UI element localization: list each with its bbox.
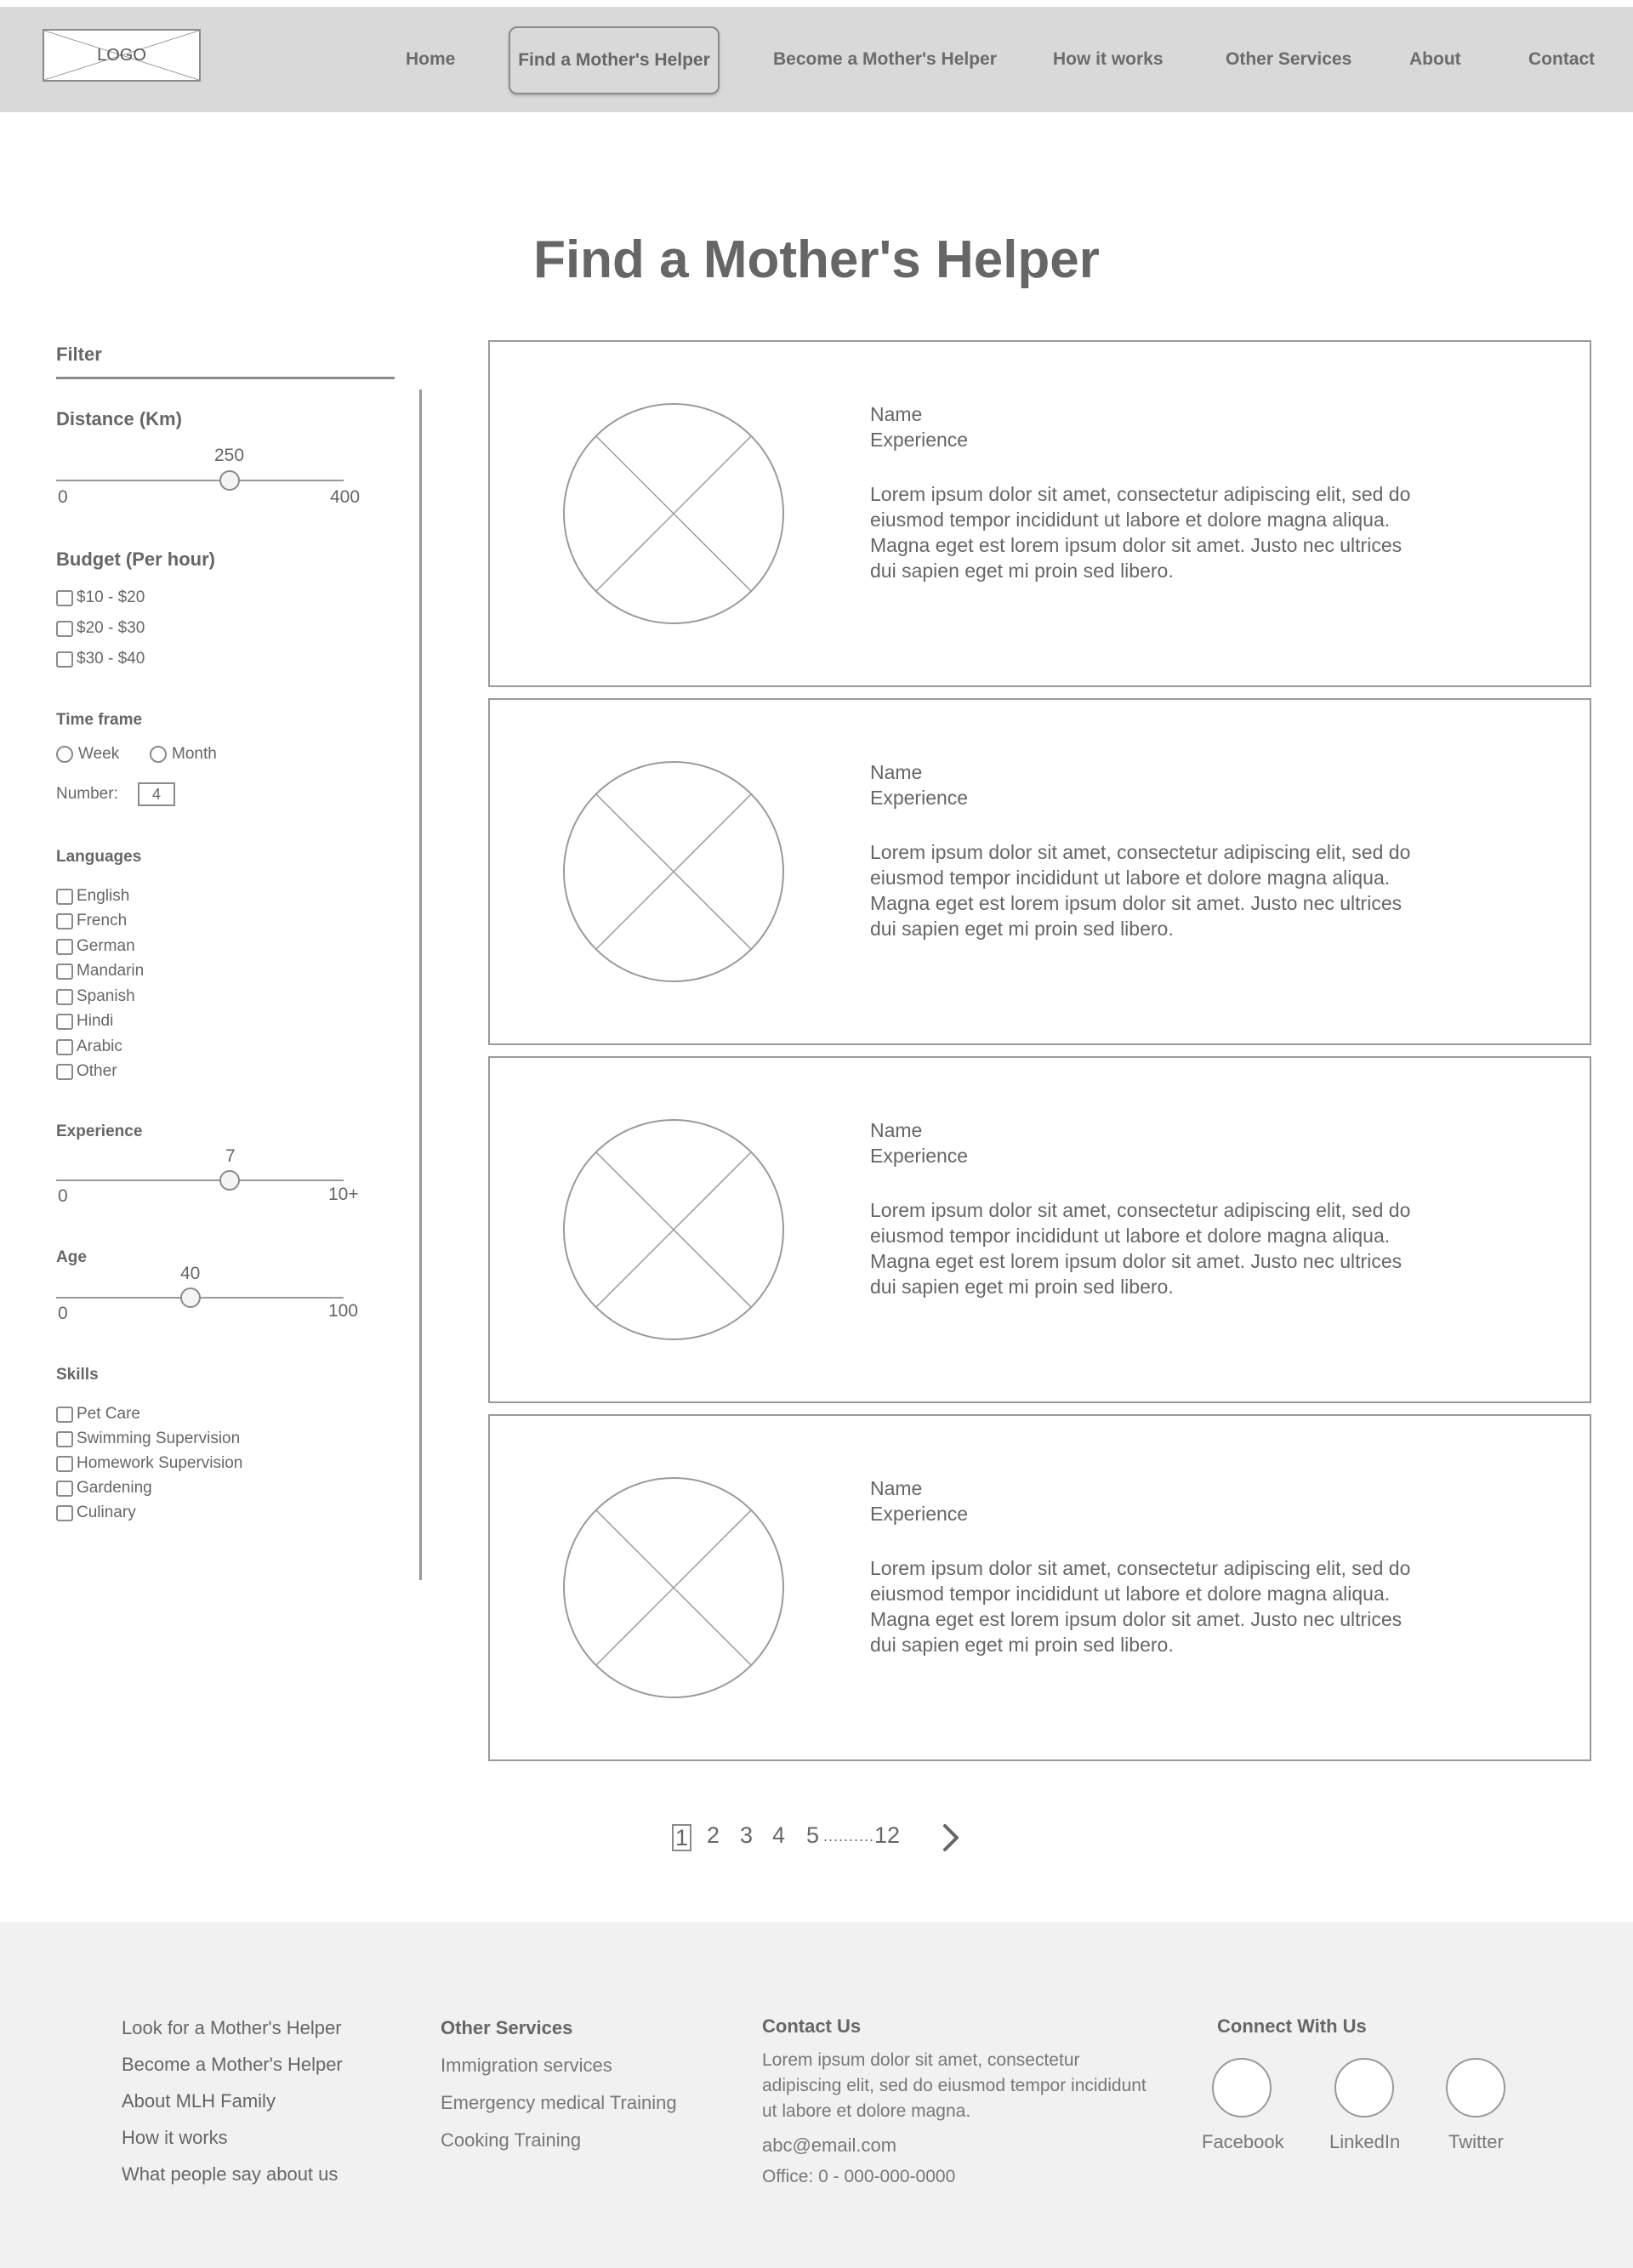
- skill-swimming-supervision[interactable]: Swimming Supervision: [56, 1430, 240, 1448]
- avatar-placeholder-icon: [561, 1117, 786, 1342]
- skills-label: Skills: [56, 1366, 99, 1384]
- sidebar-divider: [419, 389, 422, 1580]
- helper-description: Lorem ipsum dolor sit amet, consectetur adipiscing elit, sed do eiusmod tempor incididunt ut labore et dolore magna aliqua. Magna eget est lorem ipsum dolor sit amet. Justo nec ultrices dui sapien eget mi proin sed libero.: [870, 1199, 1411, 1298]
- distance-max: 400: [330, 487, 361, 507]
- helper-description: Lorem ipsum dolor sit amet, consectetur adipiscing elit, sed do eiusmod tempor incididunt ut labore et dolore magna aliqua. Magna eget est lorem ipsum dolor sit amet. Justo nec ultrices dui sapien eget mi proin sed libero.: [870, 483, 1411, 582]
- number-input[interactable]: 4: [138, 782, 175, 806]
- budget-option-30-40[interactable]: $30 - $40: [56, 650, 145, 668]
- footer-services-title: Other Services: [441, 2017, 573, 2038]
- footer-social-title: Connect With Us: [1217, 2015, 1367, 2037]
- experience-label: Experience: [56, 1123, 143, 1140]
- helper-experience: Experience: [870, 1503, 969, 1525]
- checkbox-icon[interactable]: [56, 651, 73, 668]
- checkbox-icon[interactable]: [56, 913, 73, 929]
- number-label: Number:: [56, 785, 118, 803]
- experience-slider-handle[interactable]: [219, 1170, 240, 1191]
- page-5[interactable]: 5: [806, 1822, 820, 1848]
- skill-gardening[interactable]: Gardening: [56, 1479, 152, 1498]
- age-min: 0: [58, 1304, 68, 1323]
- footer-link-testimonials[interactable]: What people say about us: [122, 2163, 339, 2185]
- checkbox-icon[interactable]: [56, 939, 73, 955]
- pagination-ellipsis: ..........: [823, 1827, 875, 1845]
- radio-icon[interactable]: [150, 746, 167, 763]
- checkbox-icon[interactable]: [56, 621, 73, 637]
- time-frame-week[interactable]: Week: [56, 745, 119, 764]
- footer-link-look-for-helper[interactable]: Look for a Mother's Helper: [122, 2017, 342, 2038]
- nav-find-helper[interactable]: Find a Mother's Helper: [509, 26, 720, 94]
- language-french[interactable]: French: [56, 912, 127, 930]
- footer-link-how-it-works[interactable]: How it works: [122, 2127, 228, 2148]
- checkbox-icon[interactable]: [56, 1456, 73, 1472]
- budget-option-10-20[interactable]: $10 - $20: [56, 588, 145, 607]
- footer-link-become-helper[interactable]: Become a Mother's Helper: [122, 2054, 343, 2075]
- checkbox-icon[interactable]: [56, 889, 73, 905]
- language-arabic[interactable]: Arabic: [56, 1037, 122, 1056]
- footer-service-immigration[interactable]: Immigration services: [441, 2055, 612, 2076]
- facebook-label[interactable]: Facebook: [1202, 2131, 1284, 2152]
- facebook-icon[interactable]: [1212, 2058, 1272, 2117]
- page-12[interactable]: 12: [874, 1822, 901, 1848]
- nav-other-services[interactable]: Other Services: [1226, 49, 1352, 69]
- checkbox-icon[interactable]: [56, 1039, 73, 1055]
- checkbox-icon[interactable]: [56, 963, 73, 980]
- skill-culinary[interactable]: Culinary: [56, 1503, 136, 1522]
- helper-description: Lorem ipsum dolor sit amet, consectetur adipiscing elit, sed do eiusmod tempor incididunt ut labore et dolore magna aliqua. Magna eget est lorem ipsum dolor sit amet. Justo nec ultrices dui sapien eget mi proin sed libero.: [870, 1557, 1411, 1656]
- footer-service-cooking[interactable]: Cooking Training: [441, 2129, 582, 2151]
- avatar-placeholder-icon: [561, 401, 786, 626]
- skill-pet-care[interactable]: Pet Care: [56, 1405, 140, 1424]
- age-value: 40: [180, 1264, 201, 1283]
- language-hindi[interactable]: Hindi: [56, 1012, 113, 1031]
- languages-label: Languages: [56, 848, 142, 866]
- footer-contact-email[interactable]: abc@email.com: [762, 2134, 897, 2156]
- linkedin-icon[interactable]: [1334, 2058, 1394, 2117]
- experience-value: 7: [225, 1146, 236, 1166]
- checkbox-icon[interactable]: [56, 1481, 73, 1497]
- checkbox-icon[interactable]: [56, 1064, 73, 1080]
- experience-min: 0: [58, 1186, 68, 1206]
- nav-home[interactable]: Home: [406, 49, 456, 69]
- distance-slider-handle[interactable]: [219, 470, 240, 491]
- language-english[interactable]: English: [56, 887, 129, 906]
- age-label: Age: [56, 1248, 87, 1266]
- skill-homework-supervision[interactable]: Homework Supervision: [56, 1454, 242, 1473]
- checkbox-icon[interactable]: [56, 1431, 73, 1447]
- filter-title: Filter: [56, 344, 102, 365]
- checkbox-icon[interactable]: [56, 1014, 73, 1030]
- footer-contact-title: Contact Us: [762, 2015, 862, 2037]
- time-frame-month[interactable]: Month: [150, 745, 217, 764]
- radio-icon[interactable]: [56, 746, 73, 763]
- experience-max: 10+: [328, 1185, 359, 1204]
- language-other[interactable]: Other: [56, 1062, 117, 1081]
- helper-experience: Experience: [870, 787, 969, 809]
- site-header: [0, 7, 1633, 112]
- helper-name[interactable]: Name: [870, 1477, 923, 1499]
- age-slider-handle[interactable]: [180, 1287, 201, 1308]
- age-max: 100: [328, 1301, 359, 1321]
- helper-card[interactable]: [488, 1056, 1591, 1403]
- logo-text: LOGO: [97, 46, 146, 65]
- helper-card[interactable]: [488, 698, 1591, 1045]
- footer-contact-office: Office: 0 - 000-000-0000: [762, 2167, 956, 2186]
- page-4[interactable]: 4: [772, 1822, 786, 1848]
- helper-experience: Experience: [870, 429, 969, 451]
- distance-min: 0: [58, 487, 68, 507]
- time-frame-label: Time frame: [56, 711, 143, 729]
- checkbox-icon[interactable]: [56, 1407, 73, 1423]
- linkedin-label[interactable]: LinkedIn: [1329, 2131, 1401, 2152]
- distance-label: Distance (Km): [56, 408, 182, 429]
- language-german[interactable]: German: [56, 937, 135, 956]
- footer-contact-text: Lorem ipsum dolor sit amet, consectetur adipiscing elit, sed do eiusmod tempor incididunt ut labore et dolore magna.: [762, 2050, 1147, 2121]
- page-2[interactable]: 2: [707, 1822, 720, 1848]
- footer-link-about[interactable]: About MLH Family: [122, 2090, 276, 2112]
- helper-name[interactable]: Name: [870, 1119, 923, 1141]
- nav-become-helper[interactable]: Become a Mother's Helper: [773, 49, 997, 69]
- budget-option-20-30[interactable]: $20 - $30: [56, 619, 145, 638]
- page-3[interactable]: 3: [740, 1822, 754, 1848]
- helper-name[interactable]: Name: [870, 403, 923, 425]
- helper-name[interactable]: Name: [870, 761, 923, 783]
- budget-label: Budget (Per hour): [56, 549, 215, 570]
- nav-how-it-works[interactable]: How it works: [1053, 49, 1164, 69]
- helper-card[interactable]: [488, 340, 1591, 687]
- avatar-placeholder-icon: [561, 759, 786, 984]
- logo[interactable]: [43, 29, 201, 82]
- twitter-label[interactable]: Twitter: [1448, 2131, 1504, 2152]
- checkbox-icon[interactable]: [56, 1505, 73, 1521]
- helper-experience: Experience: [870, 1145, 969, 1167]
- page-title: Find a Mother's Helper: [533, 230, 1100, 289]
- checkbox-icon[interactable]: [56, 590, 73, 606]
- footer-service-emergency-medical[interactable]: Emergency medical Training: [441, 2092, 677, 2113]
- avatar-placeholder-icon: [561, 1475, 786, 1700]
- page-1[interactable]: 1: [672, 1824, 691, 1851]
- language-spanish[interactable]: Spanish: [56, 987, 135, 1006]
- nav-about[interactable]: About: [1409, 49, 1461, 69]
- site-footer: [0, 1922, 1633, 2268]
- helper-card[interactable]: [488, 1414, 1591, 1761]
- language-mandarin[interactable]: Mandarin: [56, 962, 144, 981]
- checkbox-icon[interactable]: [56, 989, 73, 1005]
- distance-value: 250: [214, 446, 245, 465]
- chevron-right-icon[interactable]: [941, 1822, 961, 1853]
- experience-slider-track[interactable]: [56, 1179, 344, 1181]
- nav-contact[interactable]: Contact: [1528, 49, 1596, 69]
- helper-description: Lorem ipsum dolor sit amet, consectetur adipiscing elit, sed do eiusmod tempor incididunt ut labore et dolore magna aliqua. Magna eget est lorem ipsum dolor sit amet. Justo nec ultrices dui sapien eget mi proin sed libero.: [870, 841, 1411, 940]
- distance-slider-track[interactable]: [56, 480, 344, 481]
- filter-divider: [56, 377, 395, 379]
- twitter-icon[interactable]: [1446, 2058, 1505, 2117]
